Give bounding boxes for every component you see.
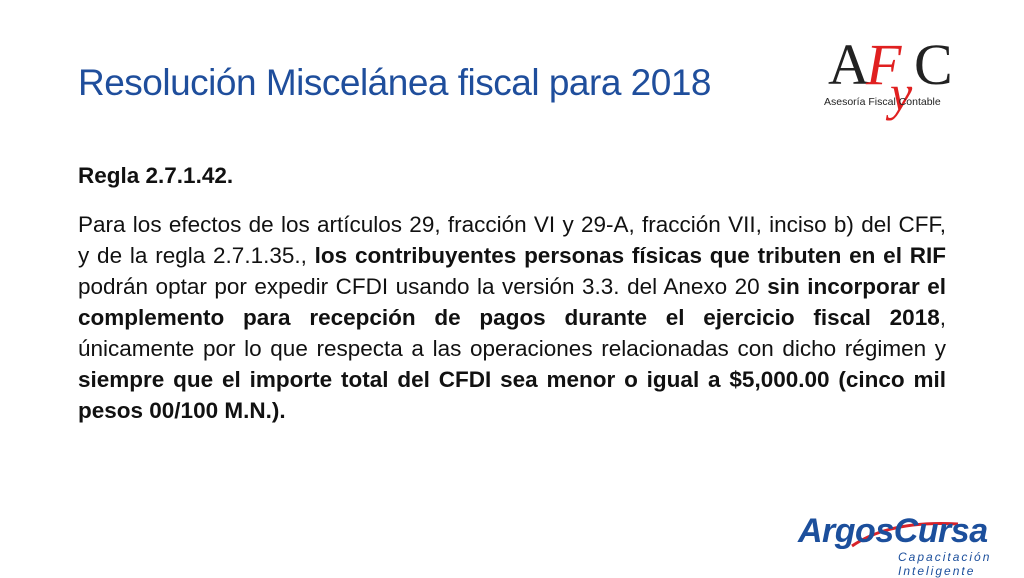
afyc-logo-letter-y: y — [890, 65, 913, 121]
rule-heading: Regla 2.7.1.42. — [78, 163, 234, 188]
slide-title: Resolución Miscelánea fiscal para 2018 — [78, 62, 711, 103]
afyc-logo — [822, 32, 962, 128]
afyc-logo-letter-c: C — [914, 32, 953, 97]
argoscursa-tagline-2: Inteligente — [898, 564, 976, 578]
argoscursa-logo — [798, 512, 1018, 578]
afyc-logo-letter-f: F — [866, 32, 902, 97]
slide-content — [78, 160, 946, 426]
paragraph-bold-run: los contribuyentes personas físicas que tributen en el RIF — [314, 243, 946, 268]
paragraph-bold-run: siempre que el importe total del CFDI sea menor o igual a $5,000.00 (cinco mil pesos 00/100 M.N.). — [78, 367, 946, 423]
paragraph-run: , únicamente por lo que respecta a las operaciones relacionadas con dicho régimen y — [78, 305, 946, 361]
paragraph-bold-run: sin incorporar el complemento para recepción de pagos durante el ejercicio fiscal 2018 — [78, 274, 946, 330]
paragraph-run: Para los efectos de los artículos 29, fracción VI y 29-A, fracción VII, inciso b) del CFF, y de la regla 2.7.1.35., — [78, 212, 946, 268]
afyc-logo-subtitle: Asesoría Fiscal Contable — [824, 96, 941, 108]
argoscursa-tagline-1: Capacitación — [898, 550, 992, 564]
afyc-logo-letter-a: A — [828, 32, 870, 97]
rule-paragraph — [78, 209, 946, 426]
argoscursa-name: ArgosCursa — [798, 512, 988, 550]
paragraph-run: podrán optar por expedir CFDI usando la versión 3.3. del Anexo 20 — [78, 274, 768, 299]
